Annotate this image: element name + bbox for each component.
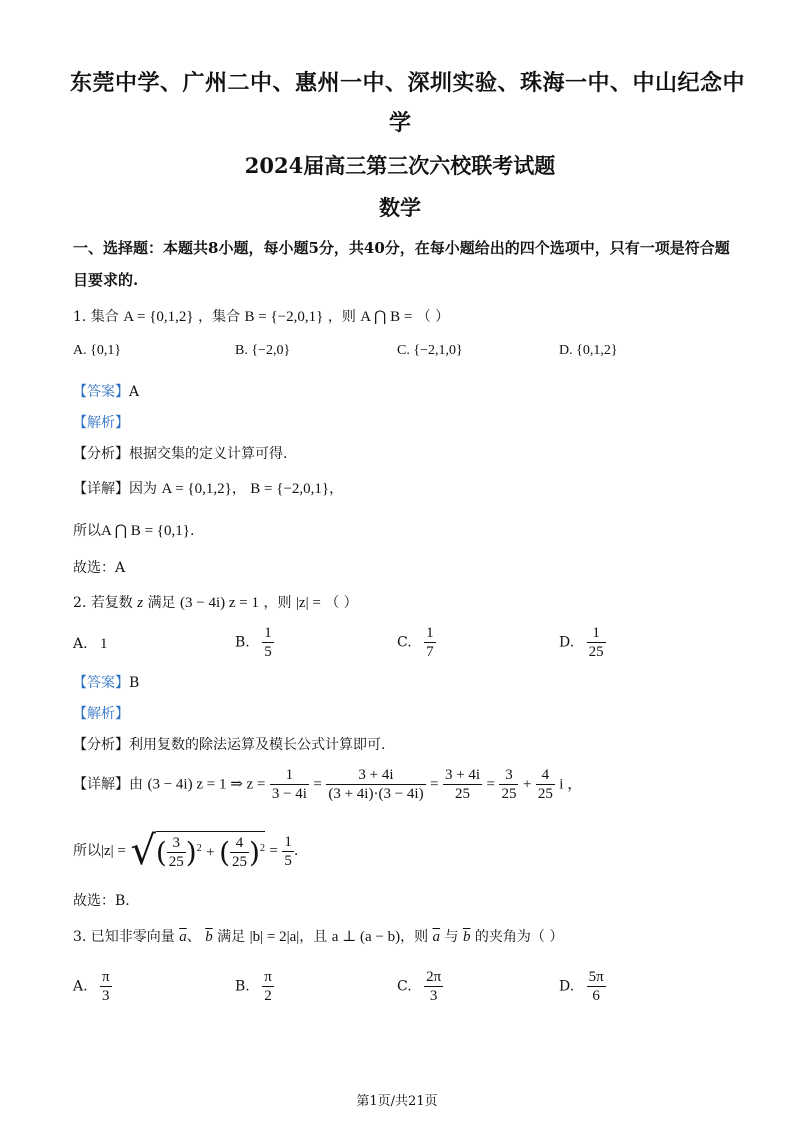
- frac-num: π: [264, 969, 272, 985]
- vector-b: $\overline{b}$: [462, 929, 471, 945]
- q2-sqrt-frac-1: [167, 834, 186, 871]
- sqrt-sign: √: [130, 828, 156, 874]
- q1-set-b: B = {−2,0,1}: [244, 309, 324, 325]
- q3-text-b: 满足: [217, 929, 246, 945]
- q2-option-b-label: B.: [235, 634, 250, 651]
- frac-den: 2: [264, 988, 272, 1004]
- q3-condition-1: |b| = 2|a|: [249, 929, 300, 945]
- frac-num: 3: [167, 834, 186, 853]
- q3-text-d: ，则: [400, 929, 429, 945]
- q3-option-d: [559, 968, 606, 1005]
- fenxi-tag: 【分析】: [73, 737, 129, 753]
- frac-num: 4: [536, 766, 555, 785]
- subject-title: 数学: [379, 195, 421, 220]
- q3-option-c-frac: [424, 968, 443, 1005]
- q3-stem: [73, 926, 563, 946]
- q2-option-a: [73, 636, 108, 653]
- frac-den: 5: [264, 644, 272, 660]
- q2-answer-value: B: [129, 675, 140, 691]
- q1-analysis-tag: 【解析】: [73, 415, 129, 431]
- q2-frac-4: [499, 766, 518, 803]
- frac-den: 5: [284, 852, 292, 869]
- q1-detail-end: ，: [329, 481, 344, 497]
- frac-num: 1: [270, 766, 309, 785]
- equals: =: [486, 776, 496, 793]
- q2-sqrt-frac-2: [230, 834, 249, 871]
- q2-so-abs: |z| =: [101, 843, 126, 859]
- frac-den: 6: [592, 988, 600, 1004]
- q3-option-d-frac: [587, 968, 606, 1005]
- vector-a: $\overline{a}$: [179, 929, 187, 945]
- frac-num: 3 + 4i: [326, 766, 425, 785]
- q2-fenxi-text: 利用复数的除法运算及模长公式计算即可.: [129, 737, 386, 753]
- equals: =: [313, 776, 322, 793]
- q3-text-a: 3. 已知非零向量: [73, 929, 175, 945]
- frac-num: 5π: [588, 969, 604, 985]
- q3-option-c: [397, 968, 443, 1005]
- plus: +: [522, 776, 532, 793]
- page-footer: 第1页/共21页: [356, 1094, 438, 1109]
- frac-den: 25: [455, 786, 471, 802]
- q1-option-b: B. {−2,0}: [235, 343, 291, 358]
- vector-b: $\overline{b}$: [205, 929, 213, 945]
- q2-blank: （ ）: [325, 595, 358, 611]
- q2-stem: [73, 592, 358, 612]
- q1-set-a: A = {0,1,2}: [123, 309, 194, 325]
- equals: =: [269, 843, 278, 859]
- q1-detail-set-b: B = {−2,0,1}: [250, 481, 330, 497]
- frac-num: 4: [230, 834, 249, 853]
- answer-tag: 【答案】: [73, 675, 129, 691]
- q1-detail-sep: ，: [231, 481, 246, 497]
- q2-fenxi: [73, 734, 385, 754]
- q1-fenxi-text: 根据交集的定义计算可得.: [129, 446, 288, 462]
- q1-text-a: 集合: [90, 309, 119, 325]
- q3-option-a-label: A.: [73, 978, 88, 995]
- frac-den: 3: [102, 988, 110, 1004]
- q2-pick: 故选：B.: [73, 893, 130, 909]
- frac-den: 7: [426, 644, 434, 660]
- q3-option-b-label: B.: [235, 978, 250, 995]
- frac-den: 3: [429, 988, 438, 1004]
- q1-number: 1.: [73, 309, 87, 325]
- q2-option-a-label: A.: [73, 636, 88, 652]
- q2-option-c: [397, 624, 436, 661]
- q2-option-b-frac: [262, 624, 274, 661]
- q1-answer-value: A: [129, 384, 140, 400]
- paren-open: (: [219, 836, 231, 869]
- q2-so-text: 所以: [73, 843, 101, 859]
- q1-so-expr: A ⋂ B = {0,1}: [101, 523, 190, 539]
- q2-text-b: 满足: [147, 595, 176, 611]
- frac-den: 25: [501, 786, 517, 802]
- frac-num: π: [102, 969, 110, 985]
- q2-frac-3: [443, 766, 482, 803]
- school-names-line2: 学: [388, 110, 411, 136]
- detail-tag: 【详解】: [73, 776, 129, 793]
- vector-a: $\overline{a}$: [432, 929, 441, 945]
- frac-num: 1: [587, 624, 606, 643]
- q2-option-c-label: C.: [397, 634, 412, 651]
- plus: +: [206, 844, 215, 861]
- q2-i-end: i ，: [559, 776, 583, 793]
- q3-sep: 、: [186, 929, 201, 945]
- q3-option-a: [73, 968, 112, 1005]
- frac-den: 3 − 4i: [271, 786, 307, 802]
- sqrt-expression: [130, 828, 265, 874]
- q1-expr: A ⋂ B =: [360, 309, 413, 325]
- equals: =: [430, 776, 439, 793]
- q2-option-b: [235, 624, 274, 661]
- q2-conclusion: [73, 828, 298, 874]
- q2-detail-text: 由: [129, 776, 143, 793]
- q1-option-a: A. {0,1}: [73, 343, 122, 358]
- frac-num: 3 + 4i: [444, 767, 481, 783]
- section-heading: 一、选择题：本题共8小题，每小题5分，共40分，在每小题给出的四个选项中，只有一项是符合题目要求的.: [73, 239, 730, 289]
- school-names-line1: 东莞中学、广州二中、惠州一中、深圳实验、珠海一中、中山纪念中: [70, 70, 746, 96]
- frac-den: 25: [168, 854, 184, 870]
- q3-option-d-label: D.: [559, 978, 575, 995]
- q1-text-c: ，则: [327, 309, 356, 325]
- q3-option-c-label: C.: [397, 978, 412, 995]
- q2-option-a-value: 1: [100, 636, 108, 652]
- frac-den: 25: [537, 786, 553, 802]
- q1-so-end: .: [189, 523, 195, 539]
- frac-num: 1: [264, 625, 272, 641]
- q2-frac-5: [536, 766, 555, 803]
- q2-answer: [73, 672, 139, 692]
- frac-num: 1: [426, 625, 434, 641]
- q1-detail-text: 因为: [129, 481, 157, 497]
- q1-detail: [73, 478, 343, 498]
- q2-text-a: 若复数: [90, 595, 133, 611]
- q2-so-end: .: [293, 843, 299, 859]
- q1-so-text: 所以: [73, 523, 101, 539]
- q1-text-b: ，集合: [198, 309, 241, 325]
- frac-den: 25: [232, 854, 248, 870]
- q3-text-e: 与: [444, 929, 459, 945]
- q3-text-c: ，且: [299, 929, 328, 945]
- frac-num: 3: [499, 766, 518, 785]
- q1-fenxi: [73, 443, 287, 463]
- detail-tag: 【详解】: [73, 481, 129, 497]
- q3-option-b-frac: [262, 968, 274, 1005]
- q2-frac-2: [326, 766, 425, 803]
- paren-close: ): [249, 836, 260, 869]
- q2-option-c-frac: [424, 624, 436, 661]
- exam-title: 2024届高三第三次六校联考试题: [244, 153, 556, 178]
- q1-conclusion: [73, 520, 194, 540]
- q2-detail-eq: (3 − 4i) z = 1 ⇒ z =: [147, 776, 266, 793]
- q1-blank: （ ）: [416, 309, 450, 325]
- q2-eq: (3 − 4i) z = 1: [180, 595, 259, 611]
- frac-num: 1: [284, 833, 292, 850]
- q2-analysis-tag: 【解析】: [73, 706, 129, 722]
- q1-option-c: C. {−2,1,0}: [397, 343, 463, 358]
- paren-open: (: [155, 836, 167, 869]
- q3-option-a-frac: [100, 968, 112, 1005]
- q2-number: 2.: [73, 595, 87, 611]
- answer-tag: 【答案】: [73, 384, 129, 400]
- q1-option-d: D. {0,1,2}: [559, 343, 618, 358]
- q3-text-f: 的夹角为（ ）: [474, 929, 564, 945]
- frac-den: 25: [588, 644, 604, 660]
- q1-stem: [73, 306, 449, 326]
- sqrt-radicand: [156, 831, 265, 871]
- q2-option-d-frac: [587, 624, 606, 661]
- q3-option-b: [235, 968, 274, 1005]
- frac-den: (3 + 4i)·(3 − 4i): [328, 786, 424, 802]
- paren-close: ): [185, 836, 197, 869]
- q2-option-d-label: D.: [559, 634, 575, 651]
- q2-z: z: [137, 595, 144, 611]
- fenxi-tag: 【分析】: [73, 446, 129, 462]
- q2-frac-1: [270, 766, 309, 803]
- q2-option-d: [559, 624, 606, 661]
- q2-detail: [73, 766, 582, 803]
- q2-result-frac: [282, 833, 294, 870]
- exponent: 2: [196, 842, 202, 854]
- q1-answer: [73, 381, 139, 401]
- q3-condition-2: a ⊥ (a − b): [331, 929, 401, 945]
- exponent: 2: [259, 842, 265, 854]
- q1-pick: 故选：A: [73, 560, 126, 576]
- q2-text-c: ，则: [263, 595, 292, 611]
- frac-num: 2π: [426, 969, 442, 985]
- q2-absz: |z| =: [295, 595, 321, 611]
- q1-detail-set-a: A = {0,1,2}: [161, 481, 232, 497]
